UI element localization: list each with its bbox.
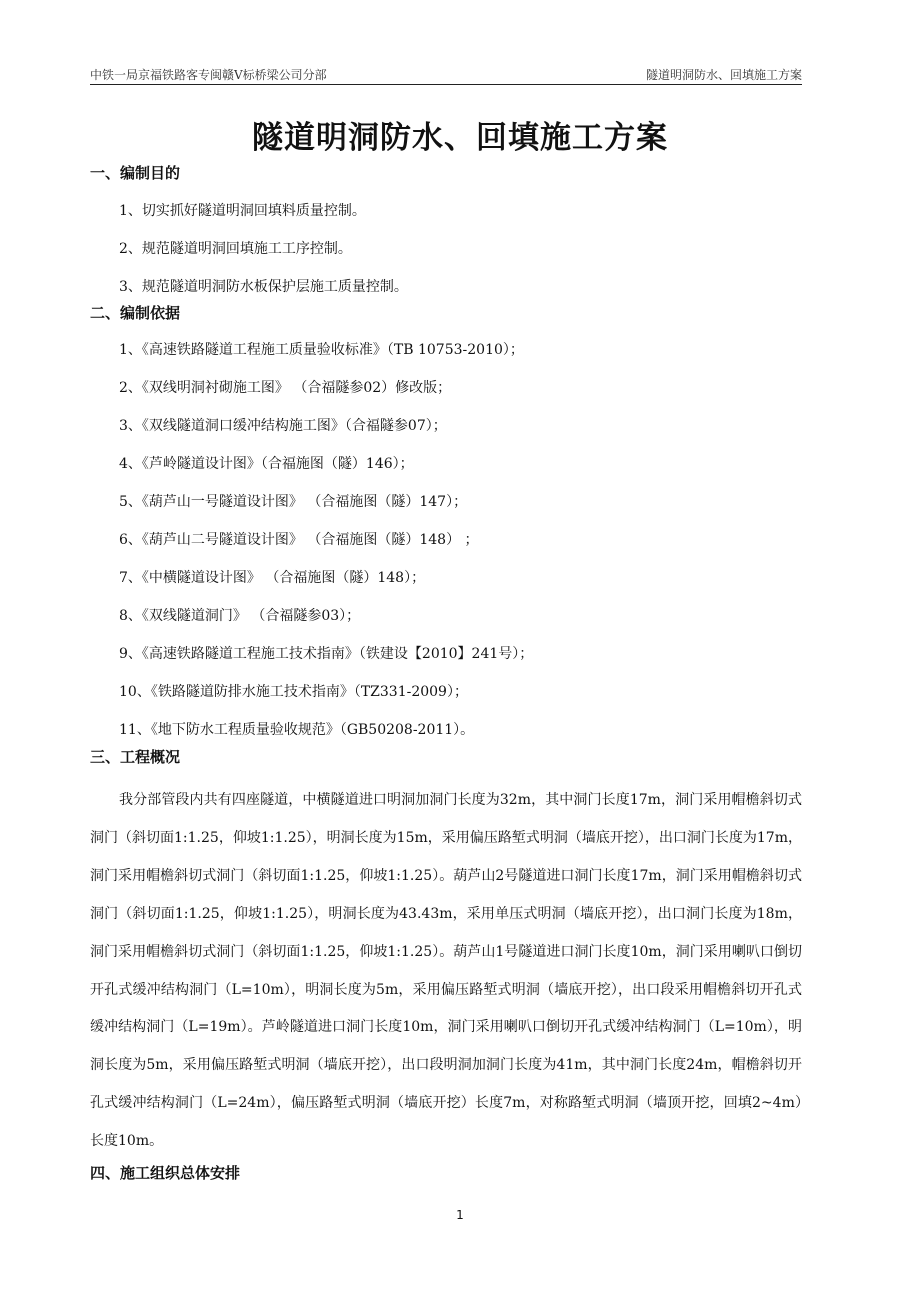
page-number: 1 (456, 1208, 464, 1222)
list-item: 3、规范隧道明洞防水板保护层施工质量控制。 (119, 279, 408, 295)
section-heading-purpose: 一、编制目的 (90, 164, 181, 182)
list-item: 11、《地下防水工程质量验收规范》（GB50208-2011）。 (119, 722, 475, 738)
document-title: 隧道明洞防水、回填施工方案 (252, 120, 668, 156)
list-item: 2、《双线明洞衬砌施工图》 （合福隧参02）修改版； (119, 380, 452, 396)
list-item: 7、《中横隧道设计图》 （合福施图（隧）148）； (119, 570, 426, 586)
header-left-text: 中铁一局京福铁路客专闽赣Ⅴ标桥梁公司分部 (90, 68, 327, 82)
overview-paragraph: 我分部管段内共有四座隧道，中横隧道进口明洞加洞门长度为32m，其中洞门长度17m，洞门采用帽檐斜切式洞门（斜切面1:1.25，仰坡1:1.25），明洞长度为15m，采用偏压路堑式明洞（墙底开挖），出口洞门长度为17m，洞门采用帽檐斜切式洞门（斜切面1:1.25，仰坡1:1.25）。葫芦山2号隧道进口洞门长度17m，洞门采用帽檐斜切式洞门（斜切面1:1.25，仰坡1:1.25），明洞长度为43.43m，采用单压式明洞（墙底开挖），出口洞门长度为18m，洞门采用帽檐斜切式洞门（斜切面1:1.25，仰坡1:1.25）。葫芦山1号隧道进口洞门长度10m，洞门采用喇叭口倒切开孔式缓冲结构洞门（L=10m），明洞长度为5m，采用偏压路堑式明洞（墙底开挖），出口段采用帽檐斜切开孔式缓冲结构洞门（L=19m）。芦岭隧道进口洞门长度10m，洞门采用喇叭口倒切开孔式缓冲结构洞门（L=10m），明洞长度为5m，采用偏压路堑式明洞（墙底开挖），出口段明洞加洞门长度为41m，其中洞门长度24m，帽檐斜切开孔式缓冲结构洞门（L=24m），偏压路堑式明洞（墙底开挖）长度7m，对称路堑式明洞（墙顶开挖，回填2~4m）长度10m。 (90, 792, 802, 1150)
section-heading-organization: 四、施工组织总体安排 (90, 1164, 241, 1182)
list-item: 1、切实抓好隧道明洞回填料质量控制。 (119, 203, 366, 219)
page-header (90, 66, 802, 85)
section-heading-basis: 二、编制依据 (90, 304, 181, 322)
list-item: 9、《高速铁路隧道工程施工技术指南》（铁建设【2010】241号）； (119, 646, 534, 662)
list-item: 3、《双线隧道洞口缓冲结构施工图》（合福隧参07）； (119, 418, 447, 434)
list-item: 10、《铁路隧道防排水施工技术指南》（TZ331-2009）； (119, 684, 468, 700)
list-item: 5、《葫芦山一号隧道设计图》 （合福施图（隧）147）； (119, 494, 468, 510)
list-item: 1、《高速铁路隧道工程施工质量验收标准》（TB 10753-2010）； (119, 342, 524, 358)
section-heading-overview: 三、工程概况 (90, 748, 181, 766)
list-item: 4、《芦岭隧道设计图》（合福施图（隧）146）； (119, 456, 414, 472)
list-item: 8、《双线隧道洞门》 （合福隧参03）； (119, 608, 361, 624)
list-item: 2、规范隧道明洞回填施工工序控制。 (119, 241, 352, 257)
header-right-text: 隧道明洞防水、回填施工方案 (645, 68, 802, 82)
list-item: 6、《葫芦山二号隧道设计图》 （合福施图（隧）148） ； (119, 532, 479, 548)
